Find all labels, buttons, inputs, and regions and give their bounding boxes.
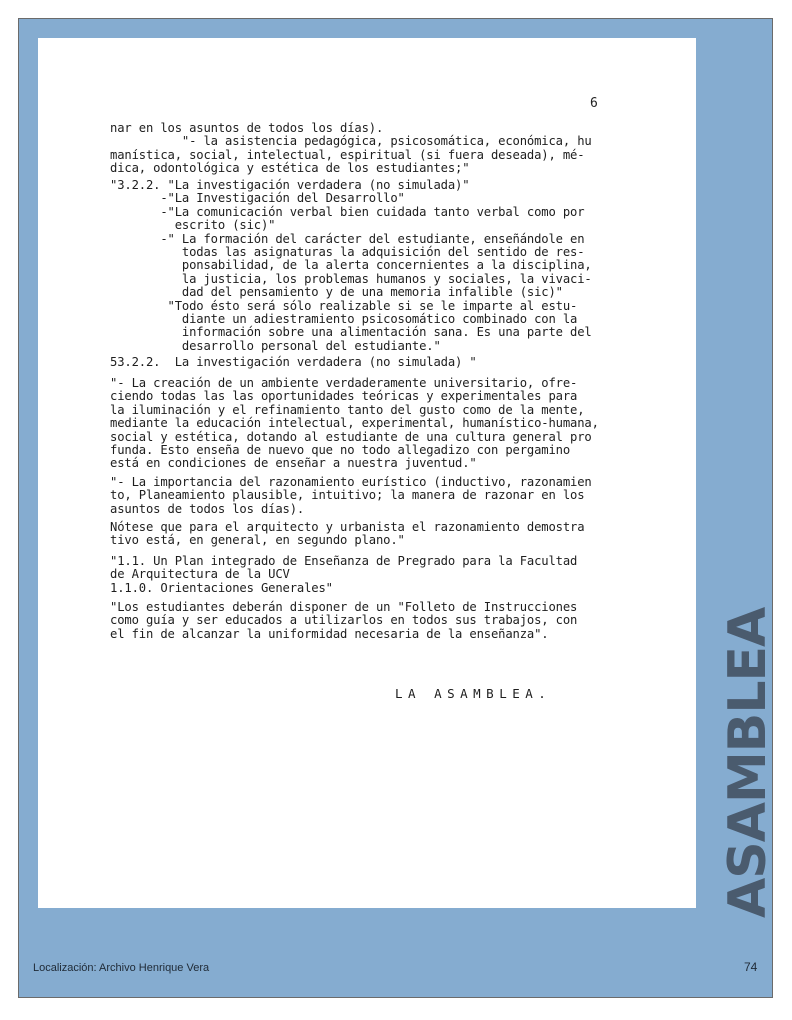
document-page-number: 6 [590, 96, 598, 111]
typed-paragraph-1: nar en los asuntos de todos los días). "- la asistencia pedagógica, psicosomática, económica, hu manística, social, intelectual, espiritual (si fuera deseada), mé- dica, odontológica y estética de los estudiantes;" [110, 121, 592, 176]
typed-paragraph-2: "3.2.2. "La investigación verdadera (no simulada)" -"La Investigación del Desarrollo" -"La comunicación verbal bien cuidada tanto verbal como por escrito (sic)" -" La formación del carácter del estudiante, enseñándole en todas las asignaturas la adquisición del sentido de res- ponsabilidad, de la alerta concernientes a la disciplina, la justicia, los problemas humanos y sociales, la vivaci- dad del pensamiento y de una memoria infalible (sic)" "Todo ésto será sólo realizable si se le imparte al estu- diante un adiestramiento psicosomático combinado con la información sobre una alimentación sana. Es una parte del desarrollo personal del estudiante." [110, 178, 592, 353]
typed-paragraph-6: "1.1. Un Plan integrado de Enseñanza de Pregrado para la Facultad de Arquitectura de la UCV 1.1.0. Orientaciones Generales" [110, 554, 578, 595]
typed-heading-53-2-2: 53.2.2. La investigación verdadera (no simulada) " [110, 355, 477, 369]
typed-paragraph-3: "- La creación de un ambiente verdaderamente universitario, ofre- ciendo todas las las oportunidades teóricas y experimentales para la iluminación y el refinamiento tanto del gusto como de la mente, mediante la educación intelectual, experimental, humanístico-humana, social y estética, dotando al estudiante de una cultura general pro funda. Esto enseña de nuevo que no todo allegadizo con pergamino está en condiciones de enseñar a nuestra juventud." [110, 376, 599, 471]
side-title: ASAMBLEA [718, 607, 778, 918]
source-caption: Localización: Archivo Henrique Vera [33, 962, 210, 974]
typed-paragraph-7: "Los estudiantes deberán disponer de un "Folleto de Instrucciones como guía y ser educados a utilizarlos en todos sus trabajos, con el fin de alcanzar la uniformidad necesaria de la enseñanza". [110, 600, 578, 641]
signature-la-asamblea: LA ASAMBLEA. [395, 686, 552, 701]
typed-paragraph-4: "- La importancia del razonamiento eurístico (inductivo, razonamien to, Planeamiento plausible, intuitivo; la manera de razonar en los asuntos de todos los días). [110, 475, 592, 516]
typed-paragraph-5: Nótese que para el arquitecto y urbanista el razonamiento demostra tivo está, en general, en segundo plano." [110, 520, 585, 548]
folio-number: 74 [744, 960, 758, 974]
